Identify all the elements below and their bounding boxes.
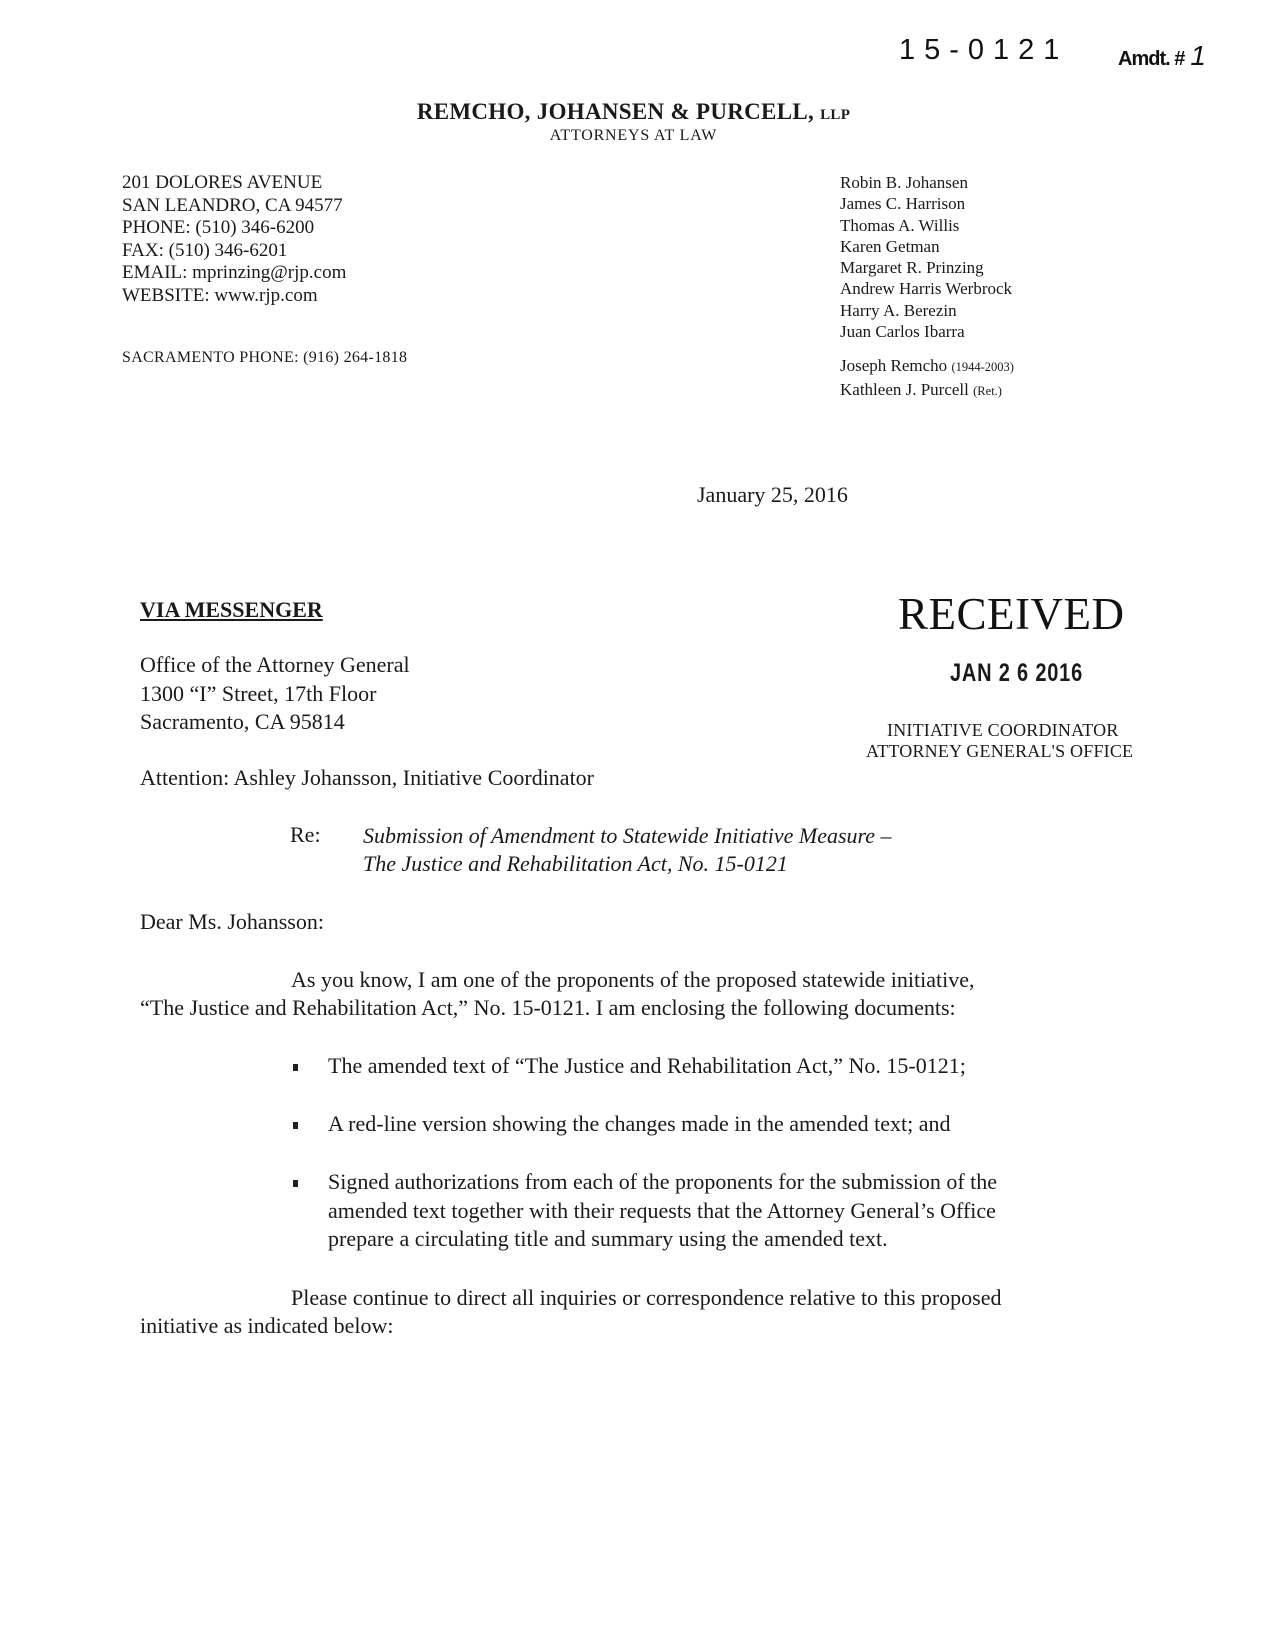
attention-line: Attention: Ashley Johansson, Initiative Coordinator (140, 765, 595, 790)
received-stamp-line2: ATTORNEY GENERAL'S OFFICE (866, 741, 1134, 761)
attorney-name: Harry A. Berezin (840, 300, 957, 320)
attorney-name: Karen Getman (840, 236, 940, 256)
amendment-label-text: Amdt. # (1118, 48, 1185, 70)
delivery-method: VIA MESSENGER (140, 597, 323, 622)
address-line: EMAIL: mprinzing@rjp.com (122, 262, 347, 283)
recipient-address (140, 651, 410, 737)
recipient-line: Office of the Attorney General (140, 652, 410, 677)
document-number: 15-0121 (899, 34, 1069, 66)
attorney-name: Thomas A. Willis (840, 215, 960, 235)
bullet-icon (293, 1180, 298, 1187)
received-stamp-title: RECEIVED (898, 589, 1125, 639)
paragraph-line: Please continue to direct all inquiries or correspondence relative to this proposed (291, 1285, 1002, 1310)
body-paragraph-2 (140, 1284, 1002, 1340)
amendment-label (1118, 40, 1205, 72)
paragraph-line: As you know, I am one of the proponents of the proposed statewide initiative, (291, 967, 975, 992)
list-item-text: Signed authorizations from each of the proponents for the submission of the (328, 1169, 998, 1194)
address-line: 201 DOLORES AVENUE (122, 172, 323, 193)
former-attorney-note: (Ret.) (973, 383, 1002, 398)
attorney-name: Andrew Harris Werbrock (840, 279, 1013, 299)
bullet-icon (293, 1064, 298, 1071)
firm-subtitle: ATTORNEYS AT LAW (549, 127, 718, 144)
address-line: FAX: (510) 346-6201 (122, 239, 288, 261)
former-attorney-name: Joseph Remcho (840, 356, 948, 375)
address-line: SAN LEANDRO, CA 94577 (122, 194, 343, 216)
firm-name (0, 99, 1267, 125)
address-line: WEBSITE: www.rjp.com (122, 284, 318, 306)
re-subject-line: Submission of Amendment to Statewide Initiative Measure – (363, 823, 892, 848)
recipient-line: 1300 “I” Street, 17th Floor (140, 680, 377, 706)
former-attorney-note: (1944-2003) (951, 360, 1014, 374)
attorney-list (840, 172, 1012, 342)
former-attorneys (840, 355, 1014, 402)
received-stamp-date: JAN 2 6 2016 (950, 659, 1084, 687)
re-label: Re: (290, 822, 321, 847)
firm-suffix: LLP (820, 107, 851, 123)
re-subject-line: The Justice and Rehabilitation Act, No. 15-0121 (363, 851, 788, 876)
former-attorney-name: Kathleen J. Purcell (840, 379, 969, 399)
paragraph-line: initiative as indicated below: (140, 1313, 394, 1338)
firm-address (122, 172, 346, 307)
former-attorney (840, 355, 1014, 379)
address-line: PHONE: (510) 346-6200 (122, 217, 315, 238)
salutation: Dear Ms. Johansson: (140, 909, 324, 934)
firm-name-text: REMCHO, JOHANSEN & PURCELL, (416, 99, 815, 124)
body-paragraph-1 (140, 966, 974, 1022)
recipient-line: Sacramento, CA 95814 (140, 709, 345, 734)
received-stamp-line1: INITIATIVE COORDINATOR (887, 720, 1119, 740)
attorney-name: James C. Harrison (840, 194, 966, 214)
amendment-number: 1 (1190, 40, 1205, 71)
attorney-name: Margaret R. Prinzing (840, 258, 984, 278)
list-item-text: prepare a circulating title and summary using the amended text. (328, 1226, 888, 1251)
attorney-name: Robin B. Johansen (840, 173, 968, 192)
former-attorney (840, 379, 1014, 403)
sacramento-phone: SACRAMENTO PHONE: (916) 264-1818 (122, 349, 408, 366)
list-item-text: The amended text of “The Justice and Rehabilitation Act,” No. 15-0121; (328, 1053, 966, 1078)
list-item-text: amended text together with their requests that the Attorney General’s Office (328, 1197, 996, 1223)
paragraph-line: “The Justice and Rehabilitation Act,” No. 15-0121. I am enclosing the following documents: (140, 995, 956, 1020)
list-item-text: A red-line version showing the changes made in the amended text; and (328, 1111, 951, 1136)
letter-date: January 25, 2016 (697, 482, 848, 507)
re-subject (363, 822, 892, 878)
attorney-name: Juan Carlos Ibarra (840, 322, 965, 342)
bullet-icon (293, 1122, 298, 1129)
